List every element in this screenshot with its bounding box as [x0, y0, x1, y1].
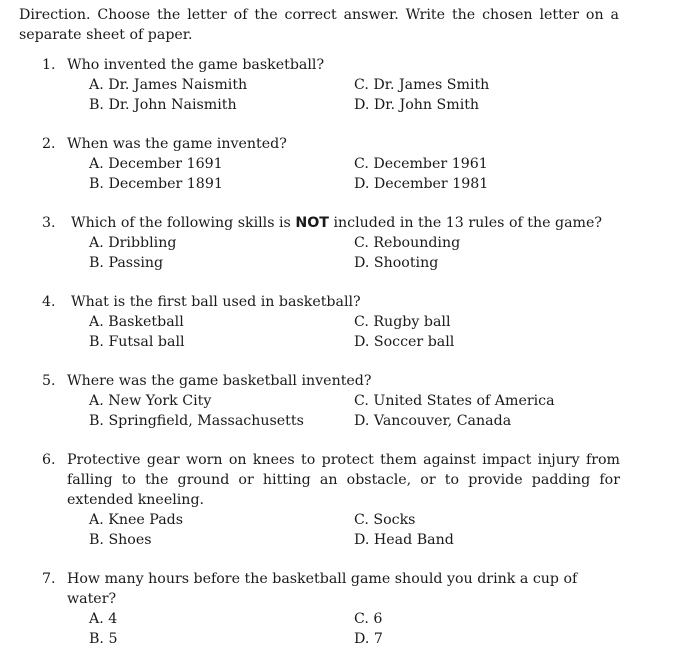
choice-d: D. Shooting: [354, 255, 439, 271]
question-text: Protective gear worn on knees to protect them against impact injury from falling to the ground or hitting an obstacle, or to provide padding for extended kneeling.: [67, 452, 620, 508]
choice-b: B. December 1891: [89, 176, 223, 192]
question-5: [42, 371, 620, 431]
choice-a: A. New York City: [89, 393, 212, 409]
choice-a: A. Dr. James Naismith: [89, 77, 248, 93]
question-number: 7.: [42, 571, 56, 587]
question-text: Who invented the game basketball?: [67, 57, 325, 73]
question-number: 4.: [42, 294, 56, 310]
choices: [42, 154, 620, 194]
question-text: Where was the game basketball invented?: [67, 373, 372, 389]
choice-c: C. Rebounding: [354, 235, 461, 251]
choice-a: A. Dribbling: [89, 235, 177, 251]
choice-b: B. Futsal ball: [89, 334, 185, 350]
choice-c: C. December 1961: [354, 156, 488, 172]
question-text: What is the first ball used in basketball?: [71, 294, 361, 310]
question-3: [42, 213, 620, 273]
choices: [42, 510, 620, 550]
choice-a: A. December 1691: [89, 156, 223, 172]
question-text: How many hours before the basketball game should you drink a cup of water?: [67, 571, 578, 607]
question-text-after: included in the 13 rules of the game?: [328, 215, 603, 231]
choice-b: B. 5: [89, 631, 118, 647]
choice-c: C. 6: [354, 611, 383, 627]
choice-d: D. 7: [354, 631, 383, 647]
choice-d: D. Head Band: [354, 532, 454, 548]
choices: [42, 75, 620, 115]
choice-b: B. Shoes: [89, 532, 152, 548]
direction-text: Direction. Choose the letter of the correct answer. Write the chosen letter on a separate sheet of paper.: [19, 7, 619, 43]
question-number: 1.: [42, 57, 56, 73]
choice-c: C. Rugby ball: [354, 314, 451, 330]
choices: [42, 609, 620, 649]
choice-c: C. United States of America: [354, 393, 555, 409]
question-2: [42, 134, 620, 194]
question-number: 6.: [42, 452, 56, 468]
question-number: 3.: [42, 215, 56, 231]
choice-a: A. Basketball: [89, 314, 184, 330]
question-text: [71, 213, 620, 233]
question-text-before: Which of the following skills is: [71, 215, 296, 231]
question-number: 2.: [42, 136, 56, 152]
question-text: When was the game invented?: [67, 136, 287, 152]
choice-c: C. Socks: [354, 512, 416, 528]
choice-d: D. Soccer ball: [354, 334, 455, 350]
choice-d: D. Dr. John Smith: [354, 97, 480, 113]
question-1: [42, 55, 620, 115]
choices: [42, 391, 620, 431]
choices: [42, 233, 620, 273]
choice-a: A. Knee Pads: [89, 512, 184, 528]
choice-d: D. Vancouver, Canada: [354, 413, 512, 429]
choices: [42, 312, 620, 352]
choice-b: B. Springfield, Massachusetts: [89, 413, 304, 429]
question-number: 5.: [42, 373, 56, 389]
choice-b: B. Dr. John Naismith: [89, 97, 237, 113]
question-6: [42, 450, 620, 550]
choice-a: A. 4: [89, 611, 118, 627]
question-4: [42, 292, 620, 352]
choice-b: B. Passing: [89, 255, 164, 271]
choice-d: D. December 1981: [354, 176, 489, 192]
choice-c: C. Dr. James Smith: [354, 77, 490, 93]
question-7: [42, 569, 620, 649]
emphasis-not: NOT: [295, 215, 329, 231]
